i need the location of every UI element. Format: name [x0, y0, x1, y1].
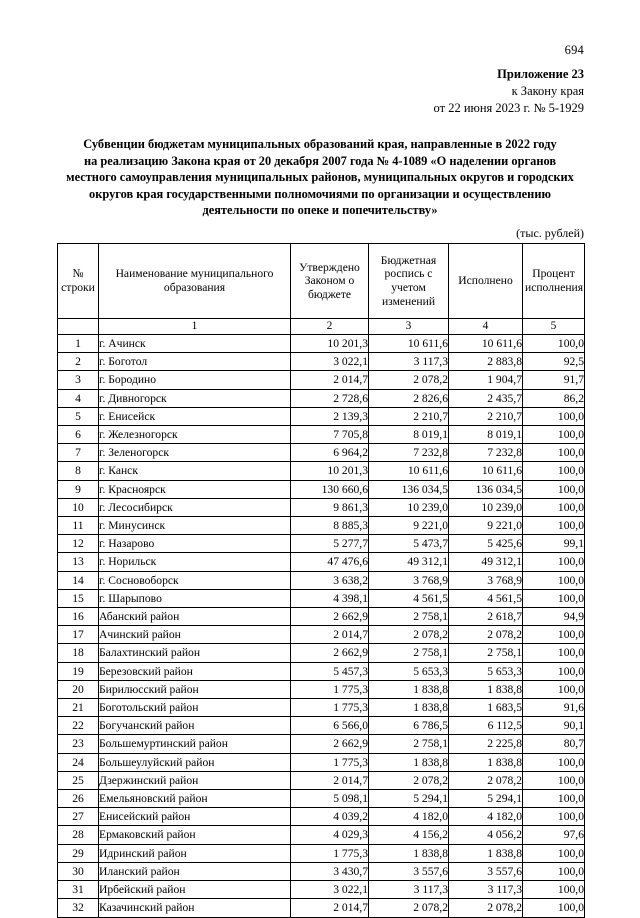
table-row [58, 517, 585, 535]
cell-executed-amount: 7 232,8 [449, 444, 523, 462]
cell-approved-amount: 1 775,3 [291, 844, 369, 862]
cell-municipality-name: Ирбейский район [99, 881, 291, 899]
col-header-row-number [58, 244, 99, 319]
cell-budget-plan-amount: 5 294,1 [369, 790, 449, 808]
table-row [58, 826, 585, 844]
cell-budget-plan-amount: 9 221,0 [369, 517, 449, 535]
cell-municipality-name: г. Ачинск [99, 335, 291, 353]
cell-budget-plan-amount: 49 312,1 [369, 553, 449, 571]
cell-municipality-name: г. Зеленогорск [99, 444, 291, 462]
cell-percent-executed: 100,0 [523, 844, 585, 862]
cell-budget-plan-amount: 2 078,2 [369, 626, 449, 644]
cell-percent-executed: 100,0 [523, 626, 585, 644]
cell-budget-plan-amount: 10 611,6 [369, 462, 449, 480]
page-number: 694 [564, 43, 584, 57]
col-header-percent-l1: Процент [532, 267, 575, 281]
cell-percent-executed: 100,0 [523, 480, 585, 498]
cell-row-number: 14 [58, 571, 99, 589]
cell-municipality-name: Большеулуйский район [99, 753, 291, 771]
cell-percent-executed: 94,9 [523, 608, 585, 626]
table-row [58, 407, 585, 425]
table-head [58, 244, 585, 335]
table-row [58, 353, 585, 371]
cell-percent-executed: 100,0 [523, 662, 585, 680]
cell-budget-plan-amount: 2 078,2 [369, 371, 449, 389]
cell-executed-amount: 10 611,6 [449, 462, 523, 480]
cell-row-number: 4 [58, 389, 99, 407]
cell-budget-plan-amount: 3 117,3 [369, 353, 449, 371]
cell-row-number: 20 [58, 680, 99, 698]
cell-percent-executed: 100,0 [523, 553, 585, 571]
appendix-law-line: к Закону края [511, 84, 584, 98]
cell-executed-amount: 2 225,8 [449, 735, 523, 753]
table-row [58, 844, 585, 862]
cell-executed-amount: 2 078,2 [449, 771, 523, 789]
cell-percent-executed: 100,0 [523, 407, 585, 425]
cell-budget-plan-amount: 2 758,1 [369, 644, 449, 662]
column-number-4: 4 [449, 319, 523, 335]
cell-municipality-name: г. Красноярск [99, 480, 291, 498]
cell-row-number: 29 [58, 844, 99, 862]
cell-municipality-name: Емельяновский район [99, 790, 291, 808]
cell-budget-plan-amount: 2 758,1 [369, 608, 449, 626]
cell-executed-amount: 2 078,2 [449, 899, 523, 917]
cell-executed-amount: 1 838,8 [449, 844, 523, 862]
cell-approved-amount: 1 775,3 [291, 699, 369, 717]
cell-row-number: 6 [58, 426, 99, 444]
column-number-1: 1 [99, 319, 291, 335]
subventions-table-wrapper [57, 243, 584, 918]
cell-budget-plan-amount: 8 019,1 [369, 426, 449, 444]
cell-percent-executed: 90,1 [523, 717, 585, 735]
cell-municipality-name: Енисейский район [99, 808, 291, 826]
cell-budget-plan-amount: 4 561,5 [369, 589, 449, 607]
cell-percent-executed: 100,0 [523, 517, 585, 535]
table-row [58, 753, 585, 771]
table-row [58, 571, 585, 589]
cell-executed-amount: 10 611,6 [449, 335, 523, 353]
cell-municipality-name: Идринский район [99, 844, 291, 862]
col-header-percent-l2: исполнения [525, 281, 584, 294]
cell-municipality-name: г. Минусинск [99, 517, 291, 535]
cell-municipality-name: Дзержинский район [99, 771, 291, 789]
table-row [58, 335, 585, 353]
table-row [58, 717, 585, 735]
table-row [58, 790, 585, 808]
column-number-row [58, 319, 585, 335]
table-row [58, 553, 585, 571]
table-row [58, 371, 585, 389]
cell-municipality-name: г. Дивногорск [99, 389, 291, 407]
cell-row-number: 18 [58, 644, 99, 662]
table-row [58, 662, 585, 680]
cell-row-number: 13 [58, 553, 99, 571]
cell-percent-executed: 100,0 [523, 426, 585, 444]
cell-municipality-name: г. Норильск [99, 553, 291, 571]
cell-approved-amount: 2 014,7 [291, 371, 369, 389]
cell-row-number: 3 [58, 371, 99, 389]
cell-approved-amount: 2 662,9 [291, 644, 369, 662]
table-row [58, 444, 585, 462]
cell-row-number: 32 [58, 899, 99, 917]
cell-municipality-name: Боготольский район [99, 699, 291, 717]
cell-budget-plan-amount: 5 473,7 [369, 535, 449, 553]
document-title-line-2: на реализацию Закона края от 20 декабря 2007 года № 4-1089 «О наделении органов [83, 153, 557, 168]
cell-approved-amount: 9 861,3 [291, 498, 369, 516]
cell-executed-amount: 2 078,2 [449, 626, 523, 644]
cell-executed-amount: 3 117,3 [449, 881, 523, 899]
cell-executed-amount: 4 056,2 [449, 826, 523, 844]
cell-percent-executed: 92,5 [523, 353, 585, 371]
appendix-date-line: от 22 июня 2023 г. № 5-1929 [433, 101, 584, 115]
cell-executed-amount: 4 561,5 [449, 589, 523, 607]
cell-approved-amount: 3 430,7 [291, 862, 369, 880]
col-header-approved-l1: Утверждено [299, 260, 360, 274]
cell-budget-plan-amount: 5 653,3 [369, 662, 449, 680]
table-row [58, 589, 585, 607]
col-header-municipality-l1: Наименование муниципального [115, 267, 274, 281]
cell-row-number: 12 [58, 535, 99, 553]
cell-municipality-name: Березовский район [99, 662, 291, 680]
cell-municipality-name: Большемуртинский район [99, 735, 291, 753]
cell-executed-amount: 136 034,5 [449, 480, 523, 498]
cell-row-number: 22 [58, 717, 99, 735]
cell-row-number: 25 [58, 771, 99, 789]
cell-percent-executed: 100,0 [523, 790, 585, 808]
cell-approved-amount: 47 476,6 [291, 553, 369, 571]
document-title [46, 136, 594, 219]
col-header-approved [291, 244, 369, 319]
cell-budget-plan-amount: 6 786,5 [369, 717, 449, 735]
cell-percent-executed: 100,0 [523, 680, 585, 698]
document-title-line-3: местного самоуправления муниципальных районов, муниципальных округов и городских [66, 170, 574, 185]
cell-municipality-name: г. Назарово [99, 535, 291, 553]
cell-executed-amount: 5 294,1 [449, 790, 523, 808]
units-note: (тыс. рублей) [516, 226, 584, 240]
cell-executed-amount: 2 618,7 [449, 608, 523, 626]
cell-approved-amount: 2 014,7 [291, 899, 369, 917]
cell-row-number: 21 [58, 699, 99, 717]
table-row [58, 862, 585, 880]
cell-executed-amount: 10 239,0 [449, 498, 523, 516]
cell-executed-amount: 1 904,7 [449, 371, 523, 389]
cell-approved-amount: 5 457,3 [291, 662, 369, 680]
cell-percent-executed: 100,0 [523, 444, 585, 462]
column-number-3: 3 [369, 319, 449, 335]
cell-municipality-name: Ачинский район [99, 626, 291, 644]
cell-executed-amount: 6 112,5 [449, 717, 523, 735]
cell-approved-amount: 10 201,3 [291, 335, 369, 353]
cell-approved-amount: 6 964,2 [291, 444, 369, 462]
column-number-0 [58, 319, 99, 335]
cell-row-number: 1 [58, 335, 99, 353]
cell-executed-amount: 2 883,8 [449, 353, 523, 371]
cell-budget-plan-amount: 3 117,3 [369, 881, 449, 899]
cell-approved-amount: 2 662,9 [291, 735, 369, 753]
col-header-row-number-l1: № [72, 267, 84, 281]
table-row [58, 498, 585, 516]
cell-row-number: 26 [58, 790, 99, 808]
cell-percent-executed: 99,1 [523, 535, 585, 553]
cell-budget-plan-amount: 1 838,8 [369, 753, 449, 771]
table-body [58, 335, 585, 918]
cell-approved-amount: 2 014,7 [291, 771, 369, 789]
cell-row-number: 10 [58, 498, 99, 516]
cell-approved-amount: 4 029,3 [291, 826, 369, 844]
cell-budget-plan-amount: 4 182,0 [369, 808, 449, 826]
cell-budget-plan-amount: 7 232,8 [369, 444, 449, 462]
col-header-budget-plan-l1: Бюджетная [380, 253, 437, 267]
cell-percent-executed: 86,2 [523, 389, 585, 407]
cell-executed-amount: 2 758,1 [449, 644, 523, 662]
cell-row-number: 16 [58, 608, 99, 626]
table-row [58, 644, 585, 662]
cell-budget-plan-amount: 10 239,0 [369, 498, 449, 516]
cell-approved-amount: 4 398,1 [291, 589, 369, 607]
cell-executed-amount: 9 221,0 [449, 517, 523, 535]
cell-row-number: 8 [58, 462, 99, 480]
table-header-row [58, 244, 585, 319]
table-row [58, 735, 585, 753]
cell-percent-executed: 100,0 [523, 771, 585, 789]
cell-executed-amount: 8 019,1 [449, 426, 523, 444]
cell-percent-executed: 100,0 [523, 644, 585, 662]
table-row [58, 881, 585, 899]
cell-approved-amount: 1 775,3 [291, 680, 369, 698]
cell-budget-plan-amount: 2 078,2 [369, 899, 449, 917]
cell-municipality-name: Ермаковский район [99, 826, 291, 844]
col-header-budget-plan-l3: учетом [391, 281, 426, 294]
cell-municipality-name: г. Боготол [99, 353, 291, 371]
cell-row-number: 28 [58, 826, 99, 844]
col-header-municipality [99, 244, 291, 319]
cell-percent-executed: 100,0 [523, 881, 585, 899]
cell-municipality-name: Бирилюсский район [99, 680, 291, 698]
cell-approved-amount: 5 098,1 [291, 790, 369, 808]
cell-row-number: 27 [58, 808, 99, 826]
cell-percent-executed: 100,0 [523, 589, 585, 607]
table-row [58, 771, 585, 789]
cell-row-number: 30 [58, 862, 99, 880]
cell-approved-amount: 2 662,9 [291, 608, 369, 626]
cell-row-number: 19 [58, 662, 99, 680]
cell-approved-amount: 3 022,1 [291, 881, 369, 899]
cell-budget-plan-amount: 4 156,2 [369, 826, 449, 844]
table-row [58, 608, 585, 626]
cell-approved-amount: 130 660,6 [291, 480, 369, 498]
cell-executed-amount: 3 768,9 [449, 571, 523, 589]
subventions-table [57, 243, 585, 918]
column-number-2: 2 [291, 319, 369, 335]
cell-executed-amount: 4 182,0 [449, 808, 523, 826]
cell-approved-amount: 6 566,0 [291, 717, 369, 735]
cell-row-number: 17 [58, 626, 99, 644]
cell-budget-plan-amount: 2 826,6 [369, 389, 449, 407]
cell-percent-executed: 91,6 [523, 699, 585, 717]
cell-budget-plan-amount: 3 557,6 [369, 862, 449, 880]
cell-executed-amount: 3 557,6 [449, 862, 523, 880]
col-header-percent [523, 244, 585, 319]
table-row [58, 389, 585, 407]
cell-approved-amount: 2 139,3 [291, 407, 369, 425]
cell-budget-plan-amount: 1 838,8 [369, 844, 449, 862]
table-row [58, 535, 585, 553]
cell-executed-amount: 2 435,7 [449, 389, 523, 407]
cell-executed-amount: 5 653,3 [449, 662, 523, 680]
appendix-reference [434, 66, 584, 117]
cell-percent-executed: 80,7 [523, 735, 585, 753]
cell-approved-amount: 2 728,6 [291, 389, 369, 407]
cell-percent-executed: 100,0 [523, 498, 585, 516]
col-header-executed: Исполнено [449, 244, 523, 319]
cell-municipality-name: г. Бородино [99, 371, 291, 389]
table-row [58, 626, 585, 644]
cell-municipality-name: г. Железногорск [99, 426, 291, 444]
cell-budget-plan-amount: 3 768,9 [369, 571, 449, 589]
table-row [58, 426, 585, 444]
cell-approved-amount: 4 039,2 [291, 808, 369, 826]
cell-percent-executed: 100,0 [523, 808, 585, 826]
cell-executed-amount: 5 425,6 [449, 535, 523, 553]
col-header-budget-plan-l2: роспись с [384, 267, 433, 281]
cell-approved-amount: 8 885,3 [291, 517, 369, 535]
cell-percent-executed: 100,0 [523, 862, 585, 880]
cell-row-number: 9 [58, 480, 99, 498]
cell-executed-amount: 1 838,8 [449, 753, 523, 771]
cell-percent-executed: 97,6 [523, 826, 585, 844]
cell-approved-amount: 5 277,7 [291, 535, 369, 553]
cell-budget-plan-amount: 1 838,8 [369, 699, 449, 717]
cell-row-number: 2 [58, 353, 99, 371]
cell-approved-amount: 7 705,8 [291, 426, 369, 444]
cell-row-number: 23 [58, 735, 99, 753]
cell-municipality-name: Казачинский район [99, 899, 291, 917]
cell-budget-plan-amount: 10 611,6 [369, 335, 449, 353]
document-title-line-5: деятельности по опеке и попечительству» [202, 203, 438, 218]
cell-approved-amount: 2 014,7 [291, 626, 369, 644]
cell-approved-amount: 1 775,3 [291, 753, 369, 771]
cell-percent-executed: 100,0 [523, 462, 585, 480]
cell-percent-executed: 91,7 [523, 371, 585, 389]
table-row [58, 808, 585, 826]
cell-row-number: 7 [58, 444, 99, 462]
document-title-line-4: округов края государственными полномочиями по организации и осуществлению [89, 186, 551, 201]
document-title-line-1: Субвенции бюджетам муниципальных образований края, направленные в 2022 году [83, 137, 557, 151]
cell-municipality-name: Иланский район [99, 862, 291, 880]
table-row [58, 699, 585, 717]
cell-percent-executed: 100,0 [523, 899, 585, 917]
cell-approved-amount: 3 022,1 [291, 353, 369, 371]
cell-executed-amount: 2 210,7 [449, 407, 523, 425]
table-row [58, 680, 585, 698]
col-header-row-number-l2: строки [61, 281, 95, 294]
cell-budget-plan-amount: 2 078,2 [369, 771, 449, 789]
cell-executed-amount: 1 683,5 [449, 699, 523, 717]
cell-row-number: 31 [58, 881, 99, 899]
col-header-approved-l2: Законом о [304, 274, 355, 288]
cell-budget-plan-amount: 1 838,8 [369, 680, 449, 698]
cell-municipality-name: г. Канск [99, 462, 291, 480]
cell-municipality-name: г. Сосновоборск [99, 571, 291, 589]
col-header-budget-plan-l4: изменений [381, 294, 436, 308]
cell-approved-amount: 10 201,3 [291, 462, 369, 480]
col-header-budget-plan [369, 244, 449, 319]
cell-budget-plan-amount: 2 210,7 [369, 407, 449, 425]
cell-executed-amount: 1 838,8 [449, 680, 523, 698]
cell-approved-amount: 3 638,2 [291, 571, 369, 589]
col-header-approved-l3: бюджете [307, 287, 352, 301]
column-number-5: 5 [523, 319, 585, 335]
cell-row-number: 24 [58, 753, 99, 771]
cell-percent-executed: 100,0 [523, 753, 585, 771]
cell-municipality-name: г. Енисейск [99, 407, 291, 425]
cell-budget-plan-amount: 136 034,5 [369, 480, 449, 498]
cell-municipality-name: г. Лесосибирск [99, 498, 291, 516]
cell-row-number: 11 [58, 517, 99, 535]
cell-row-number: 15 [58, 589, 99, 607]
cell-municipality-name: г. Шарыпово [99, 589, 291, 607]
table-row [58, 462, 585, 480]
table-row [58, 899, 585, 917]
cell-municipality-name: Абанский район [99, 608, 291, 626]
cell-municipality-name: Богучанский район [99, 717, 291, 735]
cell-municipality-name: Балахтинский район [99, 644, 291, 662]
cell-percent-executed: 100,0 [523, 571, 585, 589]
col-header-municipality-l2: образования [163, 281, 226, 294]
cell-percent-executed: 100,0 [523, 335, 585, 353]
cell-row-number: 5 [58, 407, 99, 425]
cell-budget-plan-amount: 2 758,1 [369, 735, 449, 753]
appendix-title: Приложение 23 [497, 67, 584, 81]
table-row [58, 480, 585, 498]
cell-executed-amount: 49 312,1 [449, 553, 523, 571]
